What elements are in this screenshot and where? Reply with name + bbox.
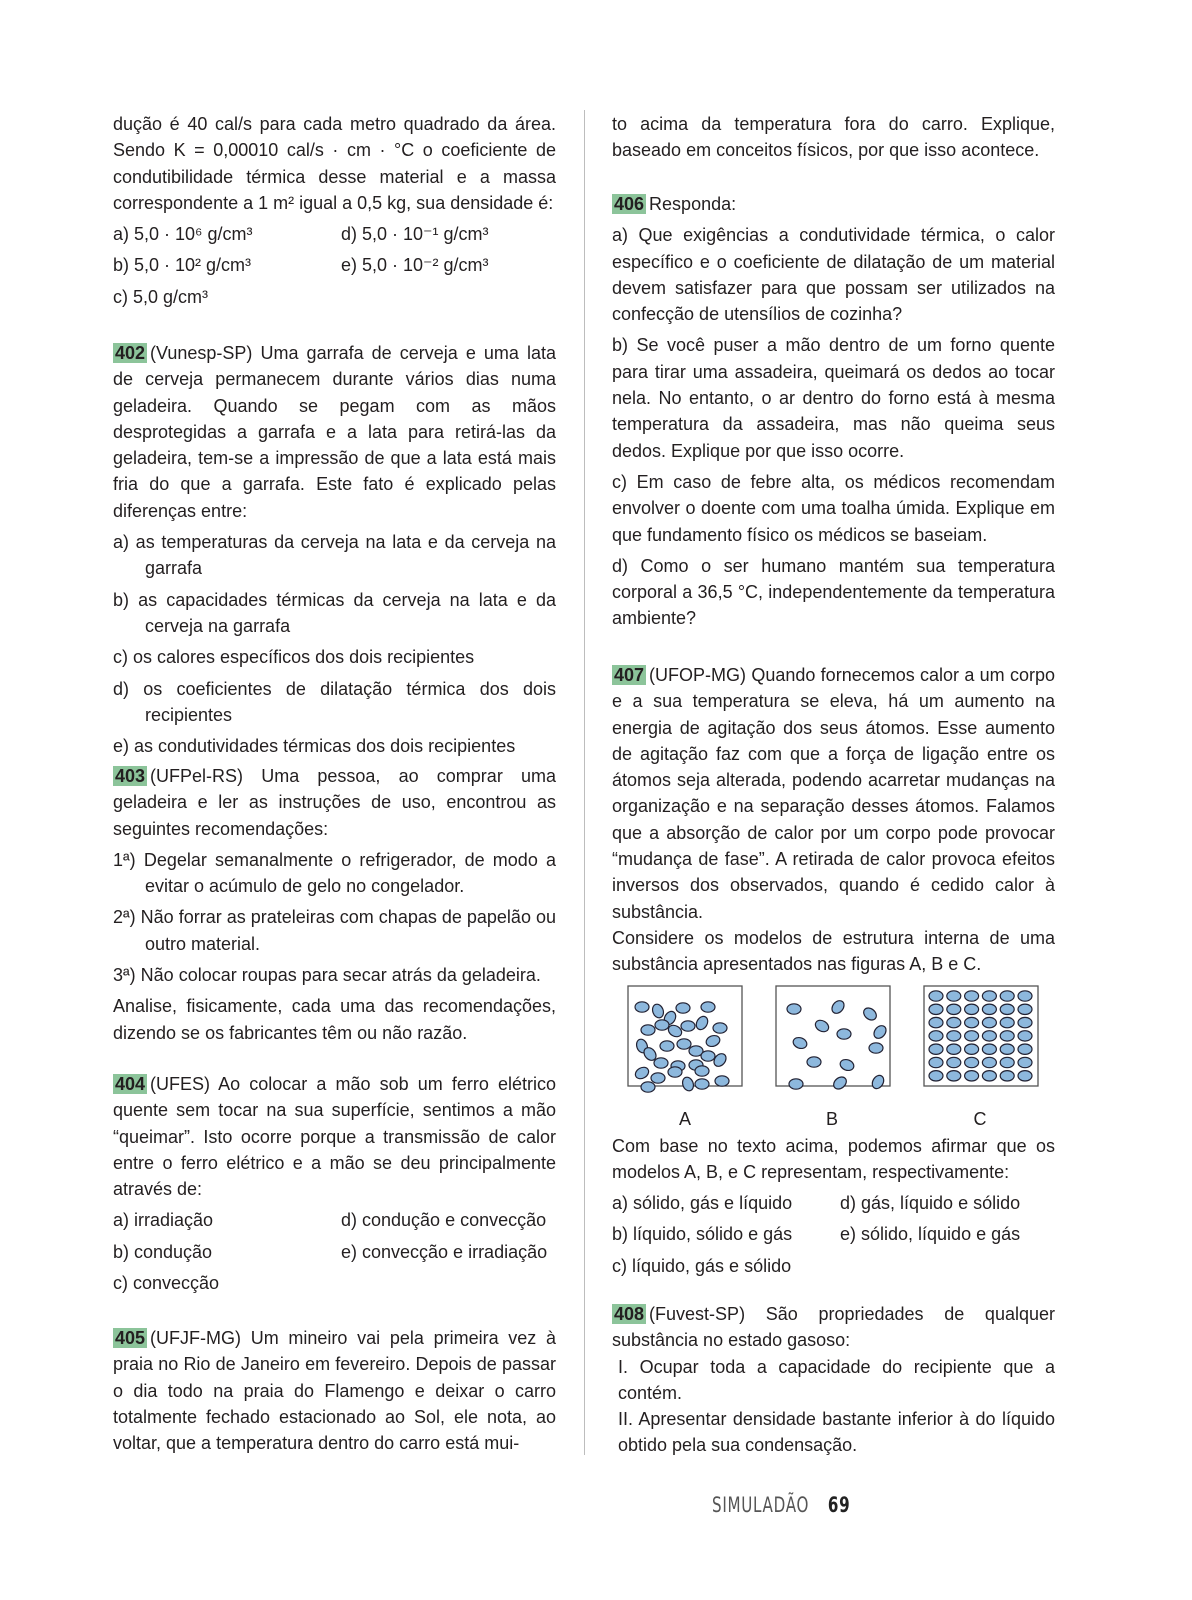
question-text: (UFJF-MG) Um mineiro vai pela primeira vez à praia no Rio de Janeiro em fevereiro. Depois de passar o dia todo na praia do Flamengo e deixar o carro totalmente fechado estacionado ao Sol, ele nota, ao voltar, que a temperatura dentro do carro está mui-	[113, 1328, 556, 1454]
option-e: e) as condutividades térmicas dos dois recipientes	[113, 736, 516, 757]
molecule	[982, 1017, 996, 1027]
molecule	[660, 1040, 674, 1050]
option-c: c) líquido, gás e sólido	[612, 1255, 792, 1276]
question-text: (Vunesp-SP) Uma garrafa de cerveja e uma lata de cerveja permanecem durante vários dias numa geladeira. Quando se pegam com as mãos desprotegidas a garrafa e a lata para retirá-las da geladeira, tem-se a impressão de que a lata está mais fria do que a garrafa. Este fato é explicado pelas diferenças entre:	[113, 343, 556, 521]
molecule	[1018, 1030, 1032, 1040]
book-title: SIMULADÃO	[712, 1493, 810, 1517]
question-406	[612, 191, 1055, 632]
molecule	[965, 1057, 979, 1067]
molecule	[929, 1044, 943, 1054]
molecule	[701, 1001, 715, 1011]
option-e: e) 5,0 · 10⁻² g/cm³	[341, 255, 489, 276]
molecule	[635, 1001, 649, 1011]
options	[113, 1207, 556, 1296]
molecule	[1000, 1017, 1014, 1027]
molecule	[701, 1050, 715, 1060]
molecule	[965, 990, 979, 1000]
molecule	[965, 1070, 979, 1080]
molecule	[713, 1022, 727, 1032]
question-number: 407	[614, 665, 645, 685]
molecule	[947, 1057, 961, 1067]
recommendation-1: 1ª) Degelar semanalmente o refrigerador, de modo a evitar o acúmulo de gelo no congelador.	[113, 849, 556, 897]
molecule	[929, 1017, 943, 1027]
molecule	[965, 1030, 979, 1040]
option-e: e) convecção e irradiação	[341, 1241, 548, 1262]
molecule	[677, 1038, 691, 1048]
page-footer	[712, 1492, 850, 1518]
model-b-box	[776, 986, 890, 1086]
molecule	[789, 1078, 803, 1088]
molecule	[1018, 1070, 1032, 1080]
option-c: c) os calores específicos dos dois recipientes	[113, 647, 475, 668]
molecule	[965, 1004, 979, 1014]
molecule	[651, 1072, 665, 1082]
molecule	[982, 1057, 996, 1067]
question-prompt: Com base no texto acima, podemos afirmar que os modelos A, B, e C representam, respectivamente:	[612, 1135, 1055, 1182]
molecule	[695, 1078, 709, 1088]
molecule	[929, 1070, 943, 1080]
question-text: (UFES) Ao colocar a mão sob um ferro elétrico quente sem tocar na sua superfície, sentimos a mão “queimar”. Isto ocorre porque a transmissão de calor entre o ferro elétrico e a mão se deu principalmente através de:	[113, 1074, 556, 1200]
question-text-2: Considere os modelos de estrutura interna de uma substância apresentados nas figuras A, B e C.	[612, 927, 1055, 975]
recommendation-2: 2ª) Não forrar as prateleiras com chapas de papelão ou outro material.	[113, 907, 556, 954]
molecule	[1000, 1030, 1014, 1040]
molecule	[807, 1056, 821, 1066]
molecule	[655, 1019, 669, 1029]
options	[612, 1190, 1055, 1279]
molecule	[1018, 1004, 1032, 1014]
molecule-diagrams	[612, 978, 1055, 1106]
column-divider	[584, 110, 585, 1455]
page-number: 69	[827, 1493, 851, 1517]
molecule	[869, 1042, 883, 1052]
option-d: d) condução e convecção	[341, 1210, 547, 1231]
option-c: c) convecção	[113, 1273, 220, 1294]
question-text: (UFPel-RS) Uma pessoa, ao comprar uma geladeira e ler as instruções de uso, encontrou as seguintes recomendações:	[113, 766, 556, 839]
statement-2: II. Apresentar densidade bastante inferior à do líquido obtido pela sua condensação.	[618, 1409, 1055, 1456]
question-text: to acima da temperatura fora do carro. Explique, baseado em conceitos físicos, por que isso acontece.	[612, 114, 1055, 161]
question-text: (UFOP-MG) Quando fornecemos calor a um corpo e a sua temperatura se eleva, há um aumento na energia de agitação dos seus átomos. Esse aumento de agitação faz com que a força de ligação entre os átomos seja alterada, podendo acarretar mudanças na organização e na separação desses átomos. Falamos que a absorção de calor por um corpo pode provocar “mudança de fase”. A retirada de calor provoca efeitos inversos dos observados, quando é cedido calor à substância.	[612, 665, 1055, 922]
statement-1: I. Ocupar toda a capacidade do recipiente que a contém.	[618, 1356, 1055, 1403]
option-a: a) sólido, gás e líquido	[612, 1193, 793, 1214]
item-a: a) Que exigências a condutividade térmica, o calor específico e o coeficiente de dilatação de um material devem satisfazer para que possam ser utilizados na confecção de utensílios de cozinha?	[612, 225, 1055, 325]
molecule	[1018, 990, 1032, 1000]
figure-label-b: B	[825, 1108, 838, 1129]
question-text: dução é 40 cal/s para cada metro quadrado da área. Sendo K = 0,00010 cal/s · cm · °C o coeficiente de condutibilidade térmica desse material e a massa correspondente a 1 m² igual a 0,5 kg, sua densidade é:	[113, 114, 556, 213]
question-number: 405	[115, 1328, 146, 1348]
option-a: a) as temperaturas da cerveja na lata e da cerveja na garrafa	[113, 532, 556, 579]
molecule	[676, 1002, 690, 1012]
molecule	[947, 1030, 961, 1040]
molecule	[965, 1017, 979, 1027]
question-407	[612, 662, 1055, 1279]
molecule	[982, 990, 996, 1000]
option-a: a) 5,0 · 10⁶ g/cm³	[113, 224, 253, 245]
recommendations	[113, 847, 556, 988]
molecule	[1018, 1057, 1032, 1067]
option-b: b) as capacidades térmicas da cerveja na lata e da cerveja na garrafa	[113, 589, 556, 636]
molecule	[947, 1004, 961, 1014]
closing-text: Analise, fisicamente, cada uma das recomendações, dizendo se os fabricantes têm ou não razão.	[113, 996, 556, 1043]
question-text: Responda:	[649, 194, 737, 214]
option-b: b) condução	[113, 1241, 213, 1262]
molecule	[965, 1044, 979, 1054]
molecule	[837, 1028, 851, 1038]
recommendation-3: 3ª) Não colocar roupas para secar atrás da geladeira.	[113, 965, 541, 986]
molecule	[1000, 990, 1014, 1000]
question-402	[113, 340, 556, 759]
molecule	[947, 1070, 961, 1080]
molecule	[641, 1081, 655, 1091]
molecule	[668, 1066, 682, 1076]
molecule	[787, 1003, 801, 1013]
molecule	[1000, 1004, 1014, 1014]
molecule	[982, 1070, 996, 1080]
molecule	[1000, 1044, 1014, 1054]
molecule	[929, 1057, 943, 1067]
molecule	[654, 1057, 668, 1067]
option-d: d) gás, líquido e sólido	[840, 1193, 1021, 1214]
options	[113, 221, 556, 310]
question-number: 406	[614, 194, 645, 214]
molecular-models-figure	[612, 978, 1055, 1133]
figure-label-c: C	[973, 1108, 987, 1129]
option-d: d) os coeficientes de dilatação térmica dos dois recipientes	[113, 678, 556, 725]
molecule	[1018, 1017, 1032, 1027]
question-number: 403	[115, 766, 146, 786]
question-number: 404	[115, 1074, 146, 1094]
molecule	[947, 990, 961, 1000]
question-408	[612, 1301, 1055, 1459]
question-403	[113, 763, 556, 1046]
molecule	[1000, 1070, 1014, 1080]
question-404	[113, 1071, 556, 1296]
option-a: a) irradiação	[113, 1210, 214, 1231]
option-c: c) 5,0 g/cm³	[113, 286, 209, 307]
option-e: e) sólido, líquido e gás	[840, 1224, 1021, 1245]
question-405-continuation	[612, 111, 1055, 164]
molecule	[1018, 1044, 1032, 1054]
molecule	[982, 1030, 996, 1040]
item-d: d) Como o ser humano mantém sua temperatura corporal a 36,5 °C, independentemente da temperatura ambiente?	[612, 555, 1055, 629]
molecule	[982, 1044, 996, 1054]
item-c: c) Em caso de febre alta, os médicos recomendam envolver o doente com uma toalha úmida. Explique em que fundamento físico os médicos se baseiam.	[612, 471, 1055, 545]
options	[113, 529, 556, 759]
molecule	[947, 1017, 961, 1027]
question-number: 402	[115, 343, 146, 363]
molecule	[715, 1075, 729, 1085]
molecule	[929, 1030, 943, 1040]
question-405	[113, 1325, 556, 1456]
molecule	[1000, 1057, 1014, 1067]
option-b: b) líquido, sólido e gás	[612, 1224, 793, 1245]
molecule	[947, 1044, 961, 1054]
question-text: (Fuvest-SP) São propriedades de qualquer substância no estado gasoso:	[612, 1304, 1055, 1351]
figure-label-a: A	[678, 1108, 691, 1129]
molecule	[641, 1024, 655, 1034]
option-d: d) 5,0 · 10⁻¹ g/cm³	[341, 224, 489, 245]
molecule	[681, 1020, 695, 1030]
molecule	[695, 1065, 709, 1075]
question-number: 408	[614, 1304, 645, 1324]
item-b: b) Se você puser a mão dentro de um forno quente para tirar uma assadeira, queimará os dedos ao tocar nela. No entanto, o ar dentro do forno está à mesma temperatura da assadeira, mas não queima seus dedos. Explique por que isso ocorre.	[612, 335, 1055, 461]
molecule	[929, 1004, 943, 1014]
molecule	[929, 990, 943, 1000]
question-401-continuation	[113, 111, 556, 310]
option-b: b) 5,0 · 10² g/cm³	[113, 255, 252, 276]
molecule	[982, 1004, 996, 1014]
